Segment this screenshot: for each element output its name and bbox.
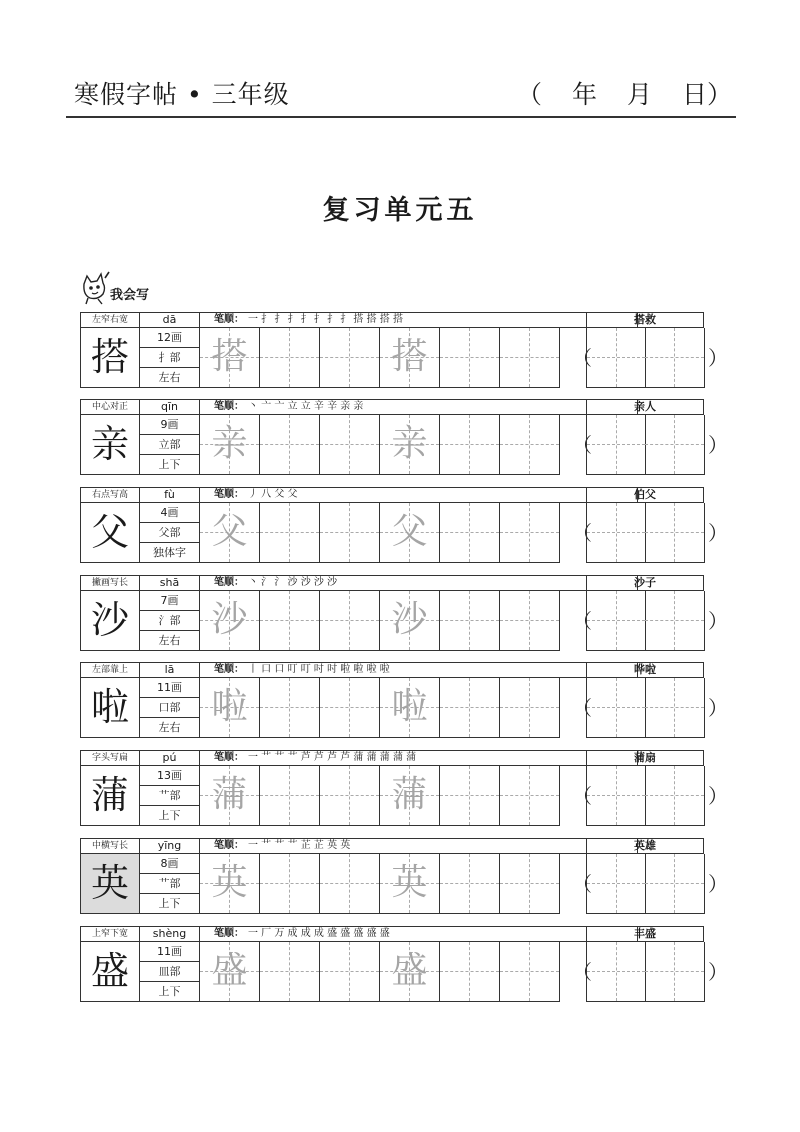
radical: 氵部	[140, 611, 199, 631]
stroke-order-label: 笔顺：	[214, 489, 244, 500]
writing-tip: 中横写长	[80, 838, 140, 854]
writing-tip: 上窄下宽	[80, 926, 140, 942]
writing-grid	[200, 678, 560, 738]
trace-char: 亲	[211, 423, 248, 464]
writing-grid	[200, 591, 560, 651]
stroke-order-sequence: 一 艹 艹 艹 芷 芷 英 英	[248, 840, 351, 851]
word-writing-cell[interactable]	[645, 766, 705, 826]
writing-cell[interactable]	[200, 942, 260, 1002]
writing-cell[interactable]	[200, 415, 260, 475]
writing-cell[interactable]	[320, 678, 380, 738]
char-info	[140, 503, 200, 563]
writing-cell[interactable]	[380, 328, 440, 388]
stroke-order	[200, 487, 638, 503]
writing-cell[interactable]	[200, 328, 260, 388]
writing-grid	[200, 854, 560, 914]
word-writing-cell[interactable]	[645, 415, 705, 475]
word-close-paren: ）	[708, 433, 728, 457]
trace-char: 亲	[391, 423, 428, 464]
writing-cell[interactable]	[260, 766, 320, 826]
word-label: 英雄	[586, 838, 704, 854]
stroke-order-sequence: 丿 八 父 父	[248, 489, 298, 500]
stroke-order	[200, 926, 638, 942]
word-label: 丰盛	[586, 926, 704, 942]
writing-cell[interactable]	[500, 678, 560, 738]
practice-row	[80, 838, 730, 930]
stroke-order	[200, 575, 638, 591]
word-open-paren: （	[572, 872, 592, 896]
stroke-order-sequence: 一 艹 艹 艹 芦 芦 芦 芦 蒲 蒲 蒲 蒲 蒲	[248, 752, 417, 763]
writing-cell[interactable]	[500, 942, 560, 1002]
radical: 艹部	[140, 874, 199, 894]
stroke-order-sequence: 丶 亠 亠 立 立 辛 辛 亲 亲	[248, 401, 364, 412]
stroke-order	[200, 838, 638, 854]
word-writing-cell[interactable]	[645, 328, 705, 388]
word-writing-cell[interactable]	[586, 328, 646, 388]
stroke-count: 12画	[140, 328, 199, 348]
stroke-order-sequence: 一 扌 扌 扌 扌 扌 扌 扌 搭 搭 搭 搭	[248, 314, 403, 325]
pinyin: qīn	[140, 399, 200, 415]
stroke-order-sequence: 一 厂 万 成 成 成 盛 盛 盛 盛 盛	[248, 928, 390, 939]
structure: 左右	[158, 721, 181, 734]
writing-cell[interactable]	[380, 942, 440, 1002]
word-writing-cell[interactable]	[586, 678, 646, 738]
stroke-order-label: 笔顺：	[214, 314, 244, 325]
word-label: 搭救	[586, 312, 704, 328]
word-writing-cell[interactable]	[586, 591, 646, 651]
char-info	[140, 415, 200, 475]
writing-cell[interactable]	[260, 591, 320, 651]
writing-grid	[200, 503, 560, 563]
word-open-paren: （	[572, 696, 592, 720]
word-label: 亲人	[586, 399, 704, 415]
writing-cell[interactable]	[440, 854, 500, 914]
trace-char: 搭	[391, 336, 428, 377]
char-info	[140, 678, 200, 738]
stroke-count: 13画	[140, 766, 199, 786]
radical: 口部	[140, 698, 199, 718]
page-header	[66, 70, 736, 118]
stroke-order-label: 笔顺：	[214, 928, 244, 939]
word-label: 蒲扇	[586, 750, 704, 766]
date-field	[517, 75, 732, 111]
trace-char: 蒲	[391, 774, 428, 815]
page-title: 复习单元五	[322, 195, 478, 226]
word-writing-cell[interactable]	[645, 942, 705, 1002]
word-writing-cell[interactable]	[645, 678, 705, 738]
stroke-count: 8画	[140, 854, 199, 874]
writing-grid	[200, 328, 560, 388]
stroke-count: 11画	[140, 942, 199, 962]
writing-cell[interactable]	[320, 328, 380, 388]
writing-tip: 撇画写长	[80, 575, 140, 591]
trace-char: 英	[391, 862, 428, 903]
writing-tip: 右点写高	[80, 487, 140, 503]
structure: 独体字	[153, 546, 186, 559]
practice-row	[80, 399, 730, 491]
char-info	[140, 766, 200, 826]
writing-cell[interactable]	[260, 328, 320, 388]
writing-cell[interactable]	[200, 678, 260, 738]
model-char: 盛	[80, 942, 140, 1002]
structure: 上下	[158, 985, 181, 998]
date-year-label: 年	[571, 80, 597, 109]
word-writing-cell[interactable]	[586, 415, 646, 475]
writing-grid	[200, 415, 560, 475]
stroke-order	[200, 662, 638, 678]
writing-cell[interactable]	[440, 942, 500, 1002]
writing-cell[interactable]	[320, 942, 380, 1002]
trace-char: 沙	[391, 599, 428, 640]
radical: 父部	[140, 523, 199, 543]
writing-cell[interactable]	[440, 591, 500, 651]
writing-tip: 左窄右宽	[80, 312, 140, 328]
pinyin: pú	[140, 750, 200, 766]
stroke-order	[200, 312, 638, 328]
writing-cell[interactable]	[500, 854, 560, 914]
writing-cell[interactable]	[440, 766, 500, 826]
word-writing-cell[interactable]	[586, 503, 646, 563]
word-open-paren: （	[572, 960, 592, 984]
writing-cell[interactable]	[380, 678, 440, 738]
structure: 左右	[158, 371, 181, 384]
trace-char: 盛	[211, 950, 248, 991]
trace-char: 英	[211, 862, 248, 903]
writing-cell[interactable]	[500, 591, 560, 651]
model-char: 亲	[80, 415, 140, 475]
writing-cell[interactable]	[320, 503, 380, 563]
model-char: 沙	[80, 591, 140, 651]
writing-cell[interactable]	[380, 415, 440, 475]
char-info	[140, 328, 200, 388]
pinyin: dā	[140, 312, 200, 328]
writing-cell[interactable]	[200, 766, 260, 826]
practice-row	[80, 312, 730, 404]
word-writing-cell[interactable]	[586, 942, 646, 1002]
writing-cell[interactable]	[500, 328, 560, 388]
writing-cell[interactable]	[380, 854, 440, 914]
word-open-paren: （	[572, 346, 592, 370]
word-writing-cell[interactable]	[645, 591, 705, 651]
char-info	[140, 854, 200, 914]
word-writing-cell[interactable]	[586, 854, 646, 914]
word-close-paren: ）	[708, 346, 728, 370]
word-label: 伯父	[586, 487, 704, 503]
date-day-label: 日）	[681, 80, 732, 109]
writing-cell[interactable]	[320, 854, 380, 914]
pinyin: fù	[140, 487, 200, 503]
structure: 上下	[158, 809, 181, 822]
writing-cell[interactable]	[260, 415, 320, 475]
writing-cell[interactable]	[320, 591, 380, 651]
writing-cell[interactable]	[260, 854, 320, 914]
model-char: 蒲	[80, 766, 140, 826]
practice-row	[80, 750, 730, 842]
word-open-paren: （	[572, 784, 592, 808]
word-writing-cell[interactable]	[645, 854, 705, 914]
stroke-count: 7画	[140, 591, 199, 611]
word-writing-cell[interactable]	[645, 503, 705, 563]
writing-cell[interactable]	[260, 678, 320, 738]
writing-cell[interactable]	[440, 415, 500, 475]
pinyin: shèng	[140, 926, 200, 942]
writing-cell[interactable]	[200, 503, 260, 563]
writing-cell[interactable]	[440, 328, 500, 388]
section-label-text: 我会写	[110, 288, 150, 303]
writing-cell[interactable]	[500, 503, 560, 563]
trace-char: 沙	[211, 599, 248, 640]
date-open-paren: （	[516, 80, 542, 109]
cartoon-cat-icon	[78, 270, 112, 306]
trace-char: 啦	[211, 686, 248, 727]
writing-cell[interactable]	[500, 415, 560, 475]
structure: 上下	[158, 458, 181, 471]
stroke-order-label: 笔顺：	[214, 664, 244, 675]
writing-cell[interactable]	[380, 766, 440, 826]
word-open-paren: （	[572, 521, 592, 545]
writing-cell[interactable]	[260, 503, 320, 563]
model-char: 搭	[80, 328, 140, 388]
writing-grid	[200, 942, 560, 1002]
trace-char: 蒲	[211, 774, 248, 815]
word-label: 沙子	[586, 575, 704, 591]
writing-cell[interactable]	[260, 942, 320, 1002]
model-char: 啦	[80, 678, 140, 738]
trace-char: 啦	[391, 686, 428, 727]
radical: 立部	[140, 435, 199, 455]
writing-cell[interactable]	[200, 854, 260, 914]
model-char: 父	[80, 503, 140, 563]
stroke-order	[200, 750, 638, 766]
stroke-order-sequence: 丶 氵 氵 沙 沙 沙 沙	[248, 577, 338, 588]
writing-cell[interactable]	[440, 503, 500, 563]
writing-tip: 字头写扁	[80, 750, 140, 766]
trace-char: 搭	[211, 336, 248, 377]
radical: 扌部	[140, 348, 199, 368]
trace-char: 父	[391, 511, 428, 552]
stroke-order-sequence: 丨 口 口 叮 叮 吋 吋 啦 啦 啦 啦	[248, 664, 390, 675]
writing-cell[interactable]	[320, 766, 380, 826]
char-info	[140, 591, 200, 651]
stroke-count: 9画	[140, 415, 199, 435]
writing-cell[interactable]	[380, 503, 440, 563]
writing-cell[interactable]	[380, 591, 440, 651]
stroke-order-label: 笔顺：	[214, 577, 244, 588]
trace-char: 父	[211, 511, 248, 552]
word-close-paren: ）	[708, 960, 728, 984]
date-month-label: 月	[626, 80, 652, 109]
pinyin: yīng	[140, 838, 200, 854]
pinyin: lā	[140, 662, 200, 678]
word-close-paren: ）	[708, 784, 728, 808]
stroke-count: 11画	[140, 678, 199, 698]
header-title: 寒假字帖 • 三年级	[74, 80, 290, 109]
writing-tip: 中心对正	[80, 399, 140, 415]
word-writing-cell[interactable]	[586, 766, 646, 826]
model-char: 英	[80, 854, 140, 914]
structure: 上下	[158, 897, 181, 910]
radical: 皿部	[140, 962, 199, 982]
word-close-paren: ）	[708, 696, 728, 720]
practice-row	[80, 487, 730, 579]
writing-cell[interactable]	[500, 766, 560, 826]
word-close-paren: ）	[708, 609, 728, 633]
word-close-paren: ）	[708, 872, 728, 896]
practice-row	[80, 662, 730, 754]
trace-char: 盛	[391, 950, 428, 991]
writing-cell[interactable]	[320, 415, 380, 475]
word-open-paren: （	[572, 609, 592, 633]
writing-tip: 左部靠上	[80, 662, 140, 678]
writing-cell[interactable]	[440, 678, 500, 738]
practice-row	[80, 575, 730, 667]
stroke-order-label: 笔顺：	[214, 401, 244, 412]
structure: 左右	[158, 634, 181, 647]
pinyin: shā	[140, 575, 200, 591]
writing-cell[interactable]	[200, 591, 260, 651]
stroke-order	[200, 399, 638, 415]
word-label: 哗啦	[586, 662, 704, 678]
practice-row	[80, 926, 730, 1018]
word-close-paren: ）	[708, 521, 728, 545]
writing-grid	[200, 766, 560, 826]
stroke-order-label: 笔顺：	[214, 752, 244, 763]
radical: 艹部	[140, 786, 199, 806]
stroke-order-label: 笔顺：	[214, 840, 244, 851]
char-info	[140, 942, 200, 1002]
stroke-count: 4画	[140, 503, 199, 523]
word-open-paren: （	[572, 433, 592, 457]
